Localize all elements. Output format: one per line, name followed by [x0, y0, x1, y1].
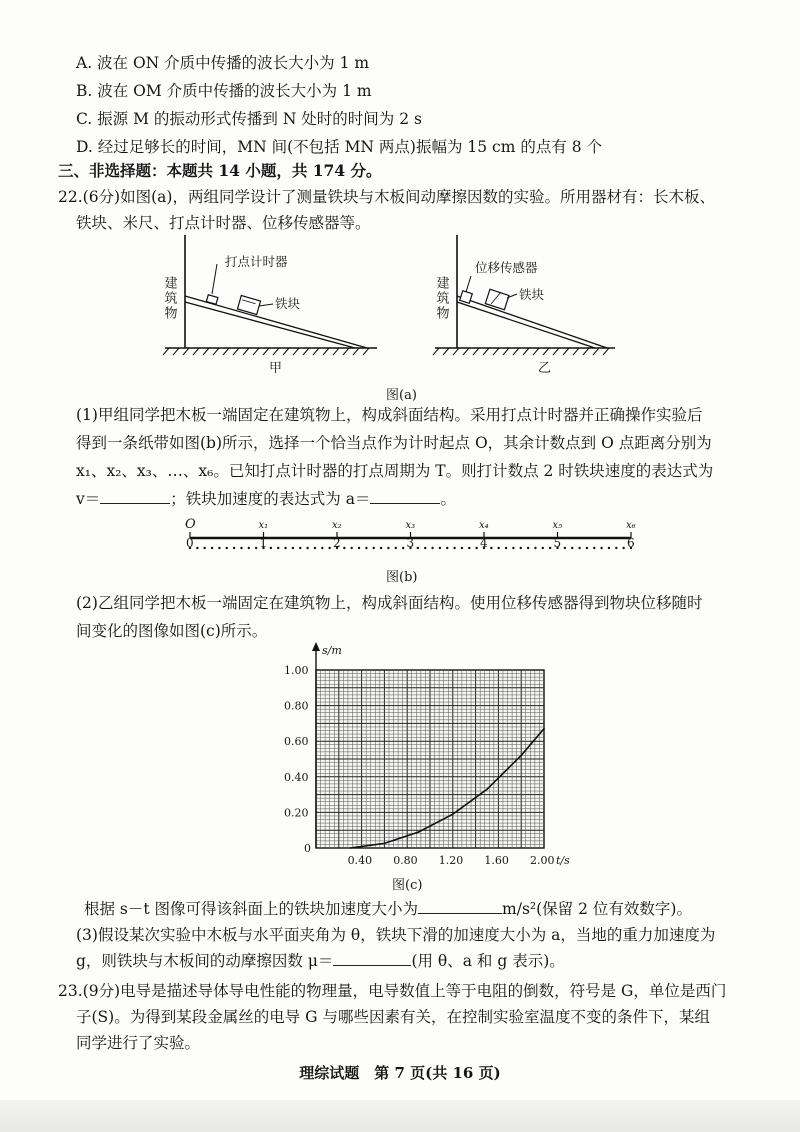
tape-dot [608, 547, 610, 549]
q22-part1-line4 [76, 488, 456, 510]
tape-dot [314, 547, 316, 549]
series-point [543, 728, 545, 730]
tape-number: 3 [406, 536, 415, 550]
tape-point-label: x₂ [332, 520, 342, 531]
tape-dot [520, 547, 522, 549]
page-edge-shadow [0, 1100, 800, 1132]
tape-dot [248, 547, 250, 549]
y-tick-label: 0.60 [284, 735, 309, 749]
tape-dot [226, 547, 228, 549]
tape-number: 6 [627, 536, 635, 550]
option-d: D. 经过足够长的时间，MN 间(不包括 MN 两点)振幅为 15 cm 的点有 8 个 [76, 138, 603, 156]
q22-part3-line2 [76, 950, 565, 972]
tape-dot [218, 547, 220, 549]
acceleration-answer-blank[interactable] [370, 489, 440, 504]
tape-point-label: x₁ [258, 520, 269, 531]
tape-dot [365, 547, 367, 549]
tape-dot [387, 547, 389, 549]
figure-a-right [433, 235, 615, 376]
tape-dot [380, 547, 382, 549]
acceleration-prefix: ；铁块加速度的表达式为 a＝ [170, 490, 371, 508]
series-point [349, 847, 351, 849]
mu-prefix: g，则铁块与木板间的动摩擦因数 μ＝ [76, 952, 334, 970]
origin-label: 0 [304, 842, 311, 855]
tape-dot [292, 547, 294, 549]
tape-dot [299, 547, 301, 549]
q22-part1-line2: 得到一条纸带如图(b)所示，选择一个恰当点作为计时起点 O，其余计数点到 O 点距离分别为 [76, 434, 712, 452]
q23-line3: 同学进行了实验。 [76, 1034, 201, 1052]
q22-part2-line1: (2)乙组同学把木板一端固定在建筑物上，构成斜面结构。使用位移传感器得到物块位移随时 [76, 594, 703, 612]
right-caption: 乙 [538, 361, 552, 376]
tape-dot [255, 547, 257, 549]
tape-number: 1 [259, 536, 268, 550]
q22-part2-line2: 间变化的图像如图(c)所示。 [76, 622, 268, 640]
tape-dot [373, 547, 375, 549]
x-tick-label: 1.60 [484, 854, 509, 867]
tape-dot [424, 547, 426, 549]
option-a: A. 波在 ON 介质中传播的波长大小为 1 m [76, 54, 370, 72]
x-tick-label: 2.00 [530, 854, 555, 867]
left-device-label: 打点计时器 [225, 254, 288, 269]
tape-dot [593, 547, 595, 549]
tape-dot [402, 547, 404, 549]
figure-b-caption: 图(b) [386, 570, 418, 585]
tape-dot [461, 547, 463, 549]
velocity-prefix: v＝ [76, 490, 101, 508]
tape-dot [453, 547, 455, 549]
tape-point-label: x₅ [552, 520, 563, 531]
right-block-label: 铁块 [519, 287, 545, 302]
tape-dot [578, 547, 580, 549]
part2-prefix: 根据 s－t 图像可得该斜面上的铁块加速度大小为 [84, 900, 419, 918]
tape-dot [240, 547, 242, 549]
tape-dot [527, 547, 529, 549]
tape-dot [284, 547, 286, 549]
acceleration-value-blank[interactable] [418, 899, 502, 914]
tape-dot [204, 547, 206, 549]
left-block-label: 铁块 [275, 296, 301, 311]
part2-suffix: m/s²(保留 2 位有效数字)。 [502, 900, 692, 918]
section-heading: 三、非选择题：本题共 14 小题，共 174 分。 [58, 161, 382, 180]
figure-c-chart [278, 638, 570, 874]
tape-number: 0 [186, 536, 194, 550]
tape-dot [505, 547, 507, 549]
tape-dot [277, 547, 279, 549]
option-c: C. 振源 M 的振动形式传播到 N 处时的时间为 2 s [76, 110, 422, 128]
tape-point-label: x₆ [626, 520, 636, 531]
x-tick-label: 0.40 [347, 854, 373, 867]
mu-answer-blank[interactable] [333, 951, 411, 966]
tape-dot [600, 547, 602, 549]
page-footer: 理综试题 第 7 页(共 16 页) [299, 1064, 501, 1082]
tape-number: 4 [480, 536, 488, 550]
q22-part3-line1: (3)假设某次实验中木板与水平面夹角为 θ，铁块下滑的加速度大小为 a，当地的重力加速度为 [76, 926, 716, 944]
left-building-label: 建筑物 [161, 276, 177, 321]
tape-dot [468, 547, 470, 549]
figure-a [155, 232, 625, 377]
tape-dot [211, 547, 213, 549]
figure-b-tape [178, 512, 648, 562]
tape-dot [534, 547, 536, 549]
x-axis-label: t/s [556, 854, 570, 867]
tape-dot [542, 547, 544, 549]
series-point [418, 831, 420, 833]
tape-dot [196, 547, 198, 549]
series-point [452, 813, 454, 815]
tape-dot [446, 547, 448, 549]
tape-number: 5 [553, 536, 562, 550]
y-tick-label: 0.80 [284, 699, 309, 713]
q23-line1: 23.(9分)电导是描述导体导电性能的物理量，电导数值上等于电阻的倒数，符号是 G，单位是西门 [58, 982, 727, 1000]
tape-dot [395, 547, 397, 549]
figure-a-left [162, 235, 378, 376]
q22-part1-line1: (1)甲组同学把木板一端固定在建筑物上，构成斜面结构。采用打点计时器并正确操作实验后 [76, 406, 703, 424]
velocity-answer-blank[interactable] [100, 489, 170, 504]
tape-dot [564, 547, 566, 549]
tape-dot [571, 547, 573, 549]
tape-dot [270, 547, 272, 549]
tape-dot [615, 547, 617, 549]
series-point [520, 755, 522, 757]
q22-intro-line2: 铁块、米尺、打点计时器、位移传感器等。 [76, 214, 371, 232]
tape-dot [343, 547, 345, 549]
tape-dot [321, 547, 323, 549]
tape-dot [512, 547, 514, 549]
q23-line2: 子(S)。为得到某段金属丝的电导 G 与哪些因素有关，在控制实验室温度不变的条件下，某组 [76, 1008, 710, 1026]
tape-point-label: O [185, 517, 196, 532]
tape-dot [498, 547, 500, 549]
right-building-label: 建筑物 [433, 276, 449, 321]
y-axis-label: s/m [322, 644, 342, 657]
y-tick-label: 0.40 [284, 770, 309, 784]
q22-part1-line3: x₁、x₂、x₃、…、x₆。已知打点计时器的打点周期为 T。则打计数点 2 时铁块速度的表达式为 [76, 462, 714, 480]
q22-intro-line1: 22.(6分)如图(a)，两组同学设计了测量铁块与木板间动摩擦因数的实验。所用器材有：长木板、 [58, 188, 715, 206]
tape-dot [306, 547, 308, 549]
figure-c-caption: 图(c) [392, 878, 423, 893]
tape-dot [351, 547, 353, 549]
tape-dot [417, 547, 419, 549]
tape-dot [490, 547, 492, 549]
tape-dot [622, 547, 624, 549]
tape-dot [586, 547, 588, 549]
tape-dot [439, 547, 441, 549]
series-point [384, 843, 386, 845]
tape-dot [431, 547, 433, 549]
tape-point-label: x₃ [405, 520, 416, 531]
right-device-label: 位移传感器 [475, 260, 538, 275]
tape-dot [475, 547, 477, 549]
tape-dot [358, 547, 360, 549]
tape-dot [328, 547, 330, 549]
x-tick-label: 1.20 [438, 854, 464, 867]
mu-suffix: (用 θ、a 和 g 表示)。 [411, 952, 565, 970]
option-b: B. 波在 OM 介质中传播的波长大小为 1 m [76, 82, 372, 100]
figure-a-caption: 图(a) [386, 388, 417, 403]
series-point [486, 788, 488, 790]
tape-dot [233, 547, 235, 549]
tape-number: 2 [333, 536, 341, 550]
y-axis-arrow [312, 642, 320, 651]
q22-part2-answer [84, 898, 692, 920]
x-tick-label: 0.80 [393, 854, 418, 867]
tape-dot [549, 547, 551, 549]
sentence-end: 。 [440, 490, 456, 508]
y-tick-label: 1.00 [284, 664, 309, 677]
left-caption: 甲 [269, 361, 283, 376]
tape-point-label: x₄ [479, 520, 489, 531]
y-tick-label: 0.20 [284, 806, 309, 820]
